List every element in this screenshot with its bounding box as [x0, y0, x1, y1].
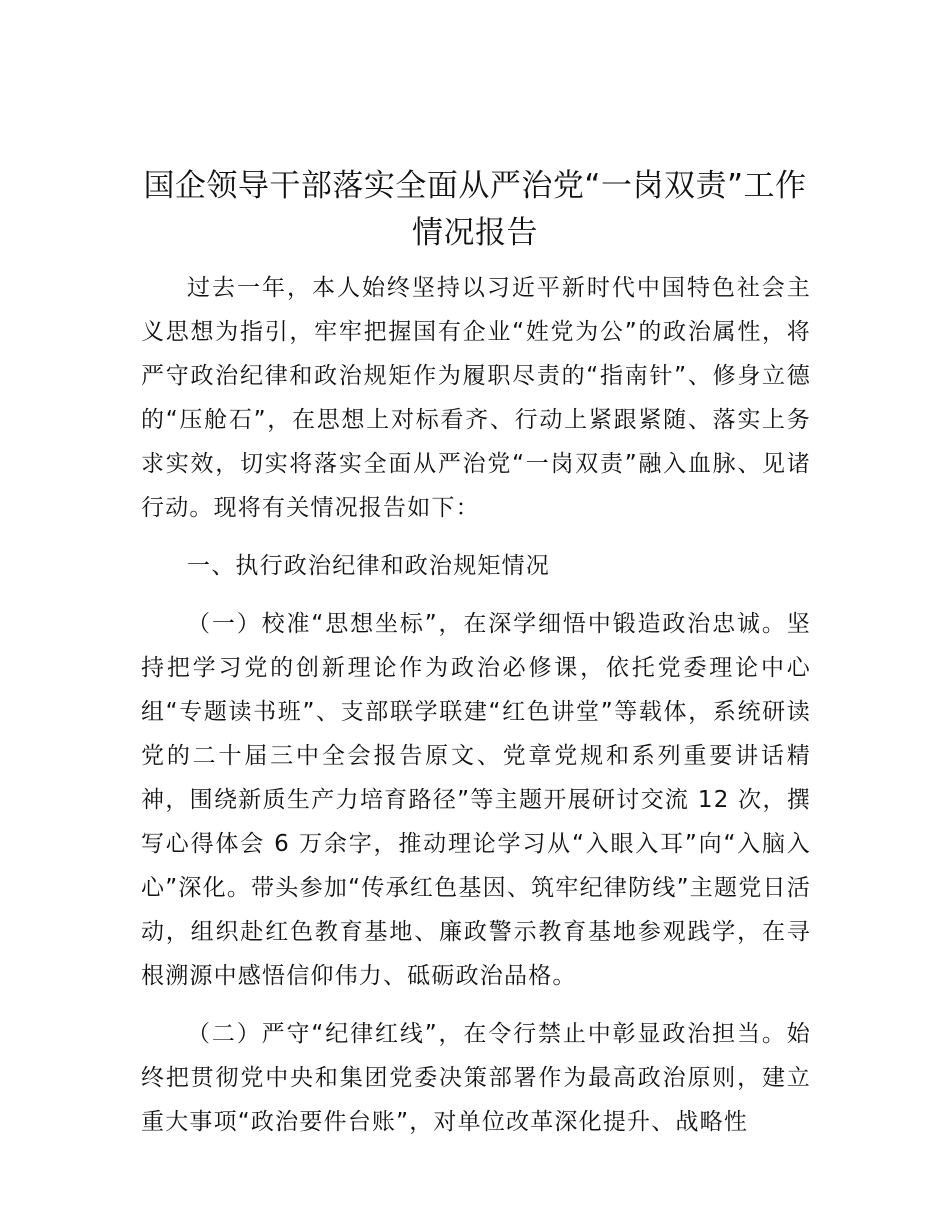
section-paragraph-2: （二）严守“纪律红线”，在令行禁止中彰显政治担当。始终把贯彻党中央和集团党委决策部署作为最高政治原则，建立重大事项“政治要件台账”，对单位改革深化提升、战略性	[141, 1021, 811, 1135]
section-paragraph-1: （一）校准“思想坐标”，在深学细悟中锻造政治忠诚。坚持把学习党的创新理论作为政治必修课，依托党委理论中心组“专题读书班”、支部联学联建“红色讲堂”等载体，系统研读党的二十届三中全会报告原文、党章党规和系列重要讲话精神，围绕新质生产力培育路径”等主题开展研讨交流 12 次，撰写心得体会 6 万余字，推动理论学习从“入眼入耳”向“入脑入心”深化。带头参加“传承红色基因、筑牢纪律防线”主题党日活动，组织赴红色教育基地、廉政警示教育基地参观践学，在寻根溯源中感悟信仰伟力、砥砺政治品格。	[141, 611, 811, 989]
section-heading: 一、执行政治纪律和政治规矩情况	[187, 553, 550, 579]
intro-paragraph: 过去一年，本人始终坚持以习近平新时代中国特色社会主义思想为指引，牢牢把握国有企业“姓党为公”的政治属性，将严守政治纪律和政治规矩作为履职尽责的“指南针”、修身立德的“压舱石”，在思想上对标看齐、行动上紧跟紧随、落实上务求实效，切实将落实全面从严治党“一岗双责”融入血脉、见诸行动。现将有关情况报告如下：	[141, 275, 811, 521]
document-body	[141, 266, 811, 1144]
document-title: 国企领导干部落实全面从严治党“一岗双责”工作情况报告	[143, 168, 807, 251]
